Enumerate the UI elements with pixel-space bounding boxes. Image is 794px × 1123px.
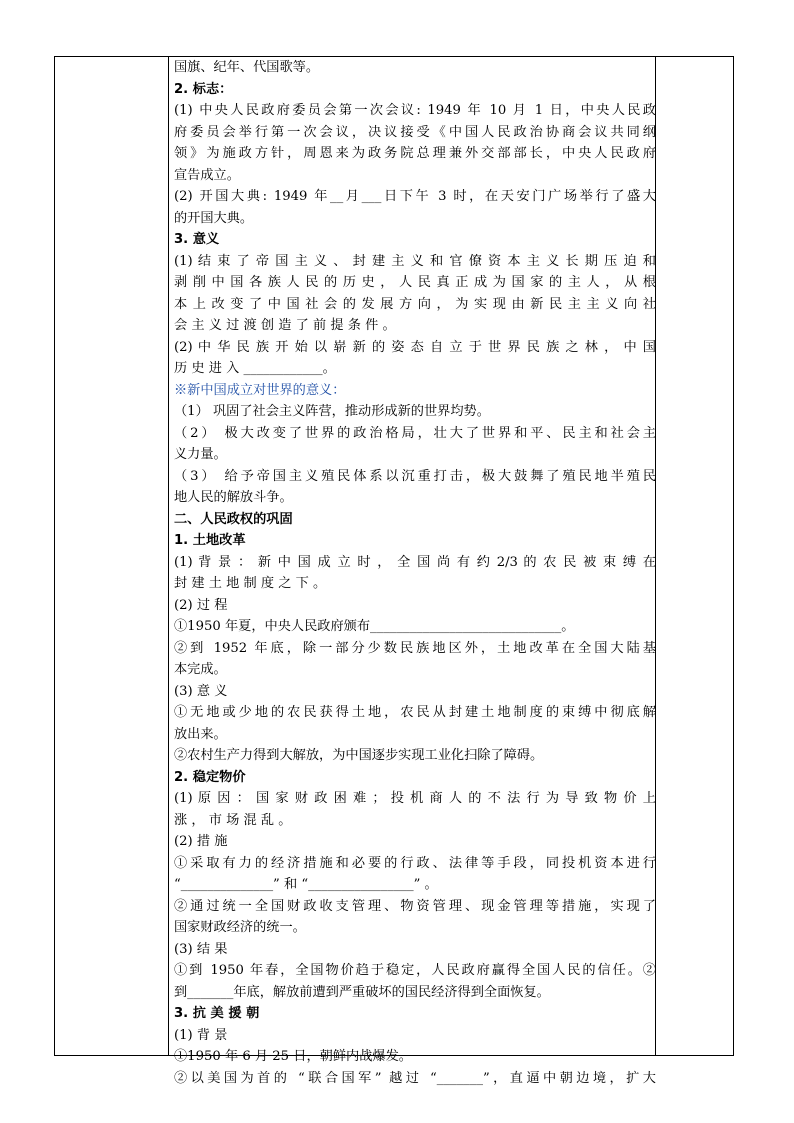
text-line: 国家财政经济的统一。: [174, 920, 306, 935]
part-heading: 二、人民政权的巩固: [174, 511, 293, 527]
text-line: 本完成。: [174, 662, 227, 677]
text-line: 封 建 土 地 制 度 之 下 。: [174, 576, 327, 591]
text-line: (2) 措 施: [174, 834, 228, 849]
left-column: [55, 57, 169, 1055]
text-line: 国旗、纪年、代国歌等。: [174, 60, 320, 75]
page-table: [54, 56, 734, 1086]
text-line: (1) 原 因 ： 国 家 财 政 困 难 ； 投 机 商 人 的 不 法 行 为 导 致 物 价 上: [174, 791, 656, 806]
text-line: ②农村生产力得到大解放，为中国逐步实现工业化扫除了障碍。: [174, 748, 544, 763]
text-line: 剥 削 中 国 各 族 人 民 的 历 史 ， 人 民 真 正 成 为 国 家 的 主 人 ， 从 根: [174, 275, 656, 290]
text-line: ②通过统一全国财政收支管理、物资管理、现金管理等措施，实现了: [174, 898, 656, 914]
text-line: (3) 结 果: [174, 941, 228, 957]
text-line: (1) 背 景: [174, 1027, 228, 1043]
section-heading: 2. 稳定物价: [174, 769, 246, 785]
text-line: 历 史 进 入 ____________。: [174, 361, 336, 376]
section-heading: 3. 抗 美 援 朝: [174, 1006, 260, 1021]
text-line: 的开国大典。: [174, 210, 254, 226]
text-line: ②以美国为首的 “联合国军” 越过 “_______”，直逼中朝边境，扩大: [174, 1070, 656, 1086]
text-line: (1) 结 束 了 帝 国 主 义 、 封 建 主 义 和 官 僚 资 本 主 义 长 期 压 迫 和: [174, 253, 656, 269]
text-line: 地人民的解放斗争。: [174, 490, 293, 505]
text-line: (3) 意 义: [174, 683, 228, 699]
notes-content: [170, 57, 657, 1086]
text-line: 义力量。: [174, 447, 227, 462]
text-line: 领》为施政方针，周恩来为政务院总理兼外交部部长，中央人民政府: [174, 146, 656, 161]
text-line: ①到 1950 年春，全国物价趋于稳定，人民政府赢得全国人民的信任。②: [174, 963, 656, 978]
text-line: 本 上 改 变 了 中 国 社 会 的 发 展 方 向 ， 为 实 现 由 新 民 主 主 义 向 社: [174, 296, 656, 312]
text-line: (2) 开国大典: 1949 年__月___日下午 3 时，在天安门广场举行了盛大: [174, 189, 656, 204]
text-line: (1) 中央人民政府委员会第一次会议: 1949 年 10 月 1 日，中央人民政: [174, 103, 656, 118]
text-line: 涨 ， 市 场 混 乱 。: [174, 812, 292, 828]
text-line: 府委员会举行第一次会议，决议接受《中国人民政治协商会议共同纲: [174, 124, 656, 140]
text-line: (1) 背 景 ： 新 中 国 成 立 时 ， 全 国 尚 有 约 2/3 的 农 民 被 束 缚 在: [174, 554, 656, 570]
text-line: 宣告成立。: [174, 167, 240, 183]
text-line: ②到 1952 年底，除一部分少数民族地区外，土地改革在全国大陆基: [174, 640, 656, 656]
text-line: (2) 过 程: [174, 597, 228, 613]
right-column: [655, 57, 733, 1055]
text-line: （3） 给予帝国主义殖民体系以沉重打击，极大鼓舞了殖民地半殖民: [174, 468, 656, 484]
section-heading: 3. 意义: [174, 232, 220, 247]
text-line: 放出来。: [174, 726, 227, 742]
text-line: ①采取有力的经济措施和必要的行政、法律等手段，同投机资本进行: [174, 855, 656, 871]
text-line: 到_______年底，解放前遭到严重破坏的国民经济得到全面恢复。: [174, 984, 550, 1000]
text-line: （2） 极大改变了世界的政治格局，壮大了世界和平、民主和社会主: [174, 425, 656, 441]
world-significance-heading: ※新中国成立对世界的意义：: [174, 382, 346, 398]
text-line: 会 主 义 过 渡 创 造 了 前 提 条 件 。: [174, 318, 396, 333]
text-line: ①1950 年 6 月 25 日，朝鲜内战爆发。: [174, 1049, 412, 1064]
text-line: （1） 巩固了社会主义阵营，推动形成新的世界均势。: [174, 404, 490, 419]
section-heading: 1. 土地改革: [174, 533, 246, 548]
text-line: ①1950 年夏，中央人民政府颁布_____________________________。: [174, 619, 575, 634]
text-line: ①无地或少地的农民获得土地，农民从封建土地制度的束缚中彻底解: [174, 705, 656, 720]
text-line: “______________” 和 “________________” 。: [174, 877, 438, 892]
text-line: (2) 中 华 民 族 开 始 以 崭 新 的 姿 态 自 立 于 世 界 民 族 之 林 ， 中 国: [174, 339, 656, 355]
section-heading: 2. 标志：: [174, 81, 233, 97]
